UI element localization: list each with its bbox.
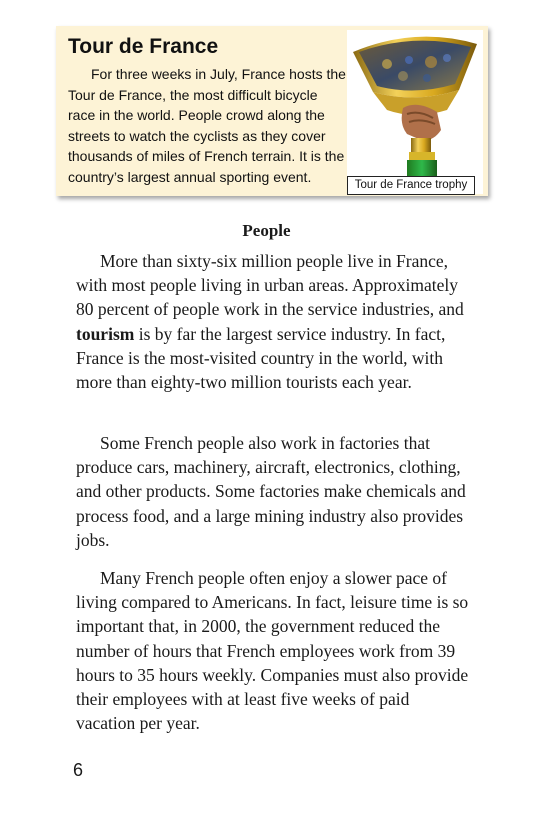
sidebar-text: For three weeks in July, France hosts the Tour de France, the most difficult bicycle race in the world. People crowd along the streets to watch the cyclists as they cover thousands of miles of French terrain. It is the country’s largest annual sporting event. [68,66,346,185]
tour-de-france-sidebar [56,26,488,196]
paragraph-leisure: Many French people often enjoy a slower pace of living compared to Americans. In fact, leisure time is so important that, in 2000, the government reduced the number of hours that French employees work from 39 hours to 35 hours weekly. Companies must also provide their employees with at least five weeks of paid vacation per year. [76,568,469,734]
paragraph-population [76,249,471,394]
section-heading-people: People [242,221,291,240]
paragraph-factories: Some French people also work in factories that produce cars, machinery, aircraft, electronics, clothing, and other products. Some factories make chemicals and process food, and a large mining industry also provides jobs. [76,433,466,550]
trophy-caption: Tour de France trophy [347,176,475,195]
trophy-photo [347,30,483,194]
trophy-illustration [347,30,483,194]
sidebar-title: Tour de France [68,35,219,58]
paragraph-population-text-end: is by far the largest service industry. In fact, France is the most-visited country in the world, with more than eighty-two million tourists each year. [76,323,446,393]
glossary-term-tourism: tourism [76,323,135,344]
paragraph-population-text-start: More than sixty-six million people live in France, with most people living in urban areas. Approximately 80 percent of people work in the service industries, and [76,251,464,320]
page-number: 6 [73,760,84,780]
